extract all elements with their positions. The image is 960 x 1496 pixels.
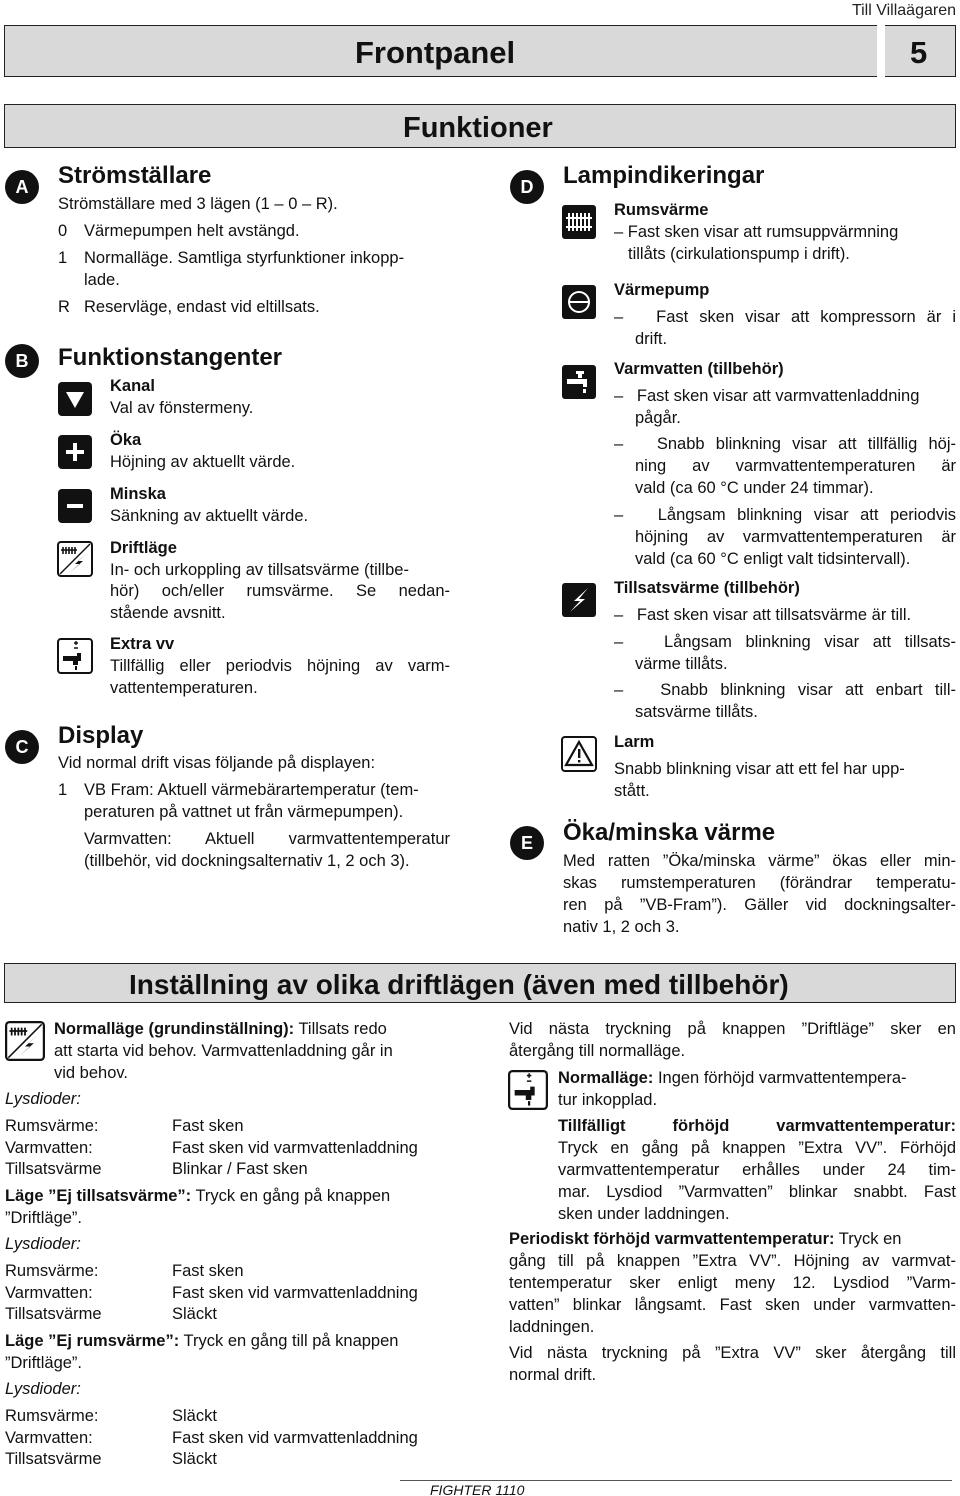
switch-key-r: R bbox=[58, 298, 70, 316]
final-line-1: Vid nästa tryckning på ”Extra VV” sker återgång till bbox=[509, 1344, 956, 1362]
lamp-tillsats-line-4: – Snabb blinkning visar att enbart till- bbox=[614, 681, 956, 699]
section-e-line-3: ren på ”VB-Fram”). Gäller vid dockningsalter- bbox=[563, 896, 956, 914]
section-a-heading: Strömställare bbox=[58, 162, 212, 189]
lamp-varmvatten-line-6: – Långsam blinkning visar att periodvis bbox=[614, 506, 956, 524]
minus-icon bbox=[57, 488, 93, 524]
mode2-row-3-value: Släckt bbox=[172, 1305, 217, 1323]
key-name-extra-vv: Extra vv bbox=[110, 635, 175, 653]
switch-text-0: Värmepumpen helt avstängd. bbox=[84, 222, 300, 240]
heat-pump-icon bbox=[561, 284, 597, 320]
functions-bar bbox=[4, 104, 956, 148]
mode2-row-1-value: Fast sken bbox=[172, 1262, 244, 1280]
mode2-line-1 bbox=[5, 1186, 390, 1208]
lamp-tillsats-line-1: – Fast sken visar att tillsatsvärme är till. bbox=[614, 606, 912, 624]
display-intro: Vid normal drift visas följande på displayen: bbox=[58, 754, 376, 772]
lamp-tillsats-line-2: – Långsam blinkning visar att tillsats- bbox=[614, 633, 956, 651]
page-number: 5 bbox=[910, 35, 928, 70]
mode1-row-3-value: Blinkar / Fast sken bbox=[172, 1160, 308, 1178]
display-extra-line-2: (tillbehör, vid dockningsalternativ 1, 2 och 3). bbox=[84, 852, 410, 870]
mode3-label: Läge ”Ej rumsvärme”: bbox=[5, 1332, 180, 1350]
vv-temp-line-2: varmvattentemperatur erhålles under 24 tim- bbox=[558, 1161, 956, 1179]
mode2-label: Läge ”Ej tillsatsvärme”: bbox=[5, 1187, 192, 1205]
period-line-4: laddningen. bbox=[509, 1318, 595, 1336]
return-normal-line-2: återgång till normalläge. bbox=[509, 1042, 686, 1060]
section-e-heading: Öka/minska värme bbox=[563, 819, 776, 846]
display-item-line-2: peraturen på vattnet ut från värmepumpen). bbox=[84, 803, 404, 821]
lamp-rumsvarme-line-1: – Fast sken visar att rumsuppvärmning bbox=[614, 223, 899, 241]
bolt-icon bbox=[561, 582, 597, 618]
key-desc-driftlage-3: stående avsnitt. bbox=[110, 604, 226, 622]
lamp-varmvatten-line-5: vald (ca 60 °C under 24 timmar). bbox=[635, 479, 874, 497]
mode3-row-2-label: Varmvatten: bbox=[5, 1429, 93, 1447]
vv-normal-line-2: tur inkopplad. bbox=[558, 1091, 658, 1109]
section-e-line-4: nativ 1, 2 och 3. bbox=[563, 918, 680, 936]
key-desc-extra-vv-2: vattentemperaturen. bbox=[110, 679, 258, 697]
normal-mode-label: Normalläge (grundinställning): bbox=[54, 1020, 295, 1038]
switch-text-1: Normalläge. Samtliga styrfunktioner inkopp- bbox=[84, 249, 405, 267]
lamp-larm-line-2: stått. bbox=[614, 782, 650, 800]
lamp-name-rumsvarme: Rumsvärme bbox=[614, 201, 709, 219]
display-extra-line-1: Varmvatten: Aktuell varmvattentemperatur bbox=[84, 830, 450, 848]
vv-normal-text: Ingen förhöjd varmvattentempera- bbox=[653, 1069, 907, 1087]
mode2-text: Tryck en gång på knappen bbox=[191, 1187, 391, 1205]
switch-text-1b: lade. bbox=[84, 271, 120, 289]
warning-icon bbox=[561, 736, 597, 772]
section-letter-c: C bbox=[5, 730, 39, 764]
modes-heading: Inställning av olika driftlägen (även med tillbehör) bbox=[129, 969, 789, 1000]
section-c-heading: Display bbox=[58, 722, 144, 749]
radiator-icon bbox=[561, 204, 597, 240]
lamp-varmepump-line-2: drift. bbox=[635, 330, 668, 348]
key-desc-kanal: Val av fönstermeny. bbox=[110, 399, 254, 417]
section-b-heading: Funktionstangenter bbox=[58, 344, 283, 371]
vv-normal-label: Normalläge: bbox=[558, 1069, 654, 1087]
lamp-rumsvarme-line-2: tillåts (cirkulationspump i drift). bbox=[628, 245, 850, 263]
key-name-minska: Minska bbox=[110, 485, 166, 503]
key-name-oka: Öka bbox=[110, 431, 142, 449]
mode2-line-2: ”Driftläge”. bbox=[5, 1209, 83, 1227]
driftlage-icon bbox=[5, 1021, 45, 1061]
key-desc-driftlage-1: In- och urkoppling av tillsatsvärme (tillbe- bbox=[110, 561, 409, 579]
mode3-line-2: ”Driftläge”. bbox=[5, 1354, 83, 1372]
period-label: Periodiskt förhöjd varmvattentemperatur: bbox=[509, 1230, 835, 1248]
display-item-key: 1 bbox=[58, 781, 68, 799]
lamp-name-larm: Larm bbox=[614, 733, 655, 751]
tap-plus-minus-icon bbox=[57, 638, 93, 674]
tap-icon bbox=[561, 364, 597, 400]
lamp-varmvatten-line-8: vald (ca 60 °C enligt valt tidsintervall). bbox=[635, 550, 911, 568]
period-line-2: tentemperatur sker enligt meny 12. Lysdiod ”Varm- bbox=[509, 1274, 956, 1292]
mode3-row-2-value: Fast sken vid varmvattenladdning bbox=[172, 1429, 418, 1447]
mode3-row-3-label: Tillsatsvärme bbox=[5, 1450, 102, 1468]
return-normal-line-1: Vid nästa tryckning på knappen ”Driftläge” sker en bbox=[509, 1020, 956, 1038]
key-desc-oka: Höjning av aktuellt värde. bbox=[110, 453, 296, 471]
lamp-name-tillsatsvarme: Tillsatsvärme (tillbehör) bbox=[614, 579, 800, 597]
vv-temp-label: Tillfälligt förhöjd varmvattentemperatur: bbox=[558, 1117, 956, 1135]
lamp-varmvatten-line-2: pågår. bbox=[635, 409, 681, 427]
switch-key-1: 1 bbox=[58, 249, 68, 267]
normal-mode-line-2: att starta vid behov. Varmvattenladdning går in bbox=[54, 1042, 393, 1060]
lysdioder-label-3: Lysdioder: bbox=[5, 1380, 81, 1398]
display-item-line-1: VB Fram: Aktuell värmebärartemperatur (tem- bbox=[84, 781, 419, 799]
lysdioder-label-2: Lysdioder: bbox=[5, 1235, 81, 1253]
lamp-name-varmvatten: Varmvatten (tillbehör) bbox=[614, 360, 784, 378]
lamp-tillsats-line-3: värme tillåts. bbox=[635, 655, 728, 673]
key-name-driftlage: Driftläge bbox=[110, 539, 177, 557]
section-d-heading: Lampindikeringar bbox=[563, 162, 765, 189]
lamp-varmvatten-line-4: ning av varmvattentemperaturen är bbox=[635, 457, 956, 475]
mode2-row-1-label: Rumsvärme: bbox=[5, 1262, 99, 1280]
mode1-row-3-label: Tillsatsvärme bbox=[5, 1160, 102, 1178]
key-name-kanal: Kanal bbox=[110, 377, 155, 395]
lamp-varmvatten-line-1: – Fast sken visar att varmvattenladdning bbox=[614, 387, 920, 405]
lamp-tillsats-line-5: satsvärme tillåts. bbox=[635, 703, 758, 721]
mode3-line-1 bbox=[5, 1331, 398, 1353]
key-desc-minska: Sänkning av aktuellt värde. bbox=[110, 507, 309, 525]
radiator-bolt-icon bbox=[57, 541, 93, 577]
key-desc-driftlage-2: hör) och/eller rumsvärme. Se nedan- bbox=[110, 582, 450, 600]
vv-temp-line-3: mar. Lysdiod ”Varmvatten” blinkar snabbt. Fast bbox=[558, 1183, 956, 1201]
key-desc-extra-vv-1: Tillfällig eller periodvis höjning av varm- bbox=[110, 657, 450, 675]
section-letter-a: A bbox=[5, 170, 39, 204]
section-e-line-2: skas rumstemperaturen (förändrar temperatu- bbox=[563, 874, 956, 892]
footer-model: FIGHTER 1110 bbox=[428, 1481, 526, 1496]
lamp-varmvatten-line-3: – Snabb blinkning visar att tillfällig höj- bbox=[614, 435, 956, 453]
section-e-line-1: Med ratten ”Öka/minska värme” ökas eller min- bbox=[563, 852, 956, 870]
title-separator bbox=[877, 25, 885, 77]
period-line-1: gång till på knappen ”Extra VV”. Höjning av varmvat- bbox=[509, 1252, 956, 1270]
final-line-2: normal drift. bbox=[509, 1366, 597, 1384]
section-letter-e: E bbox=[510, 826, 544, 860]
normal-mode-line-3: vid behov. bbox=[54, 1064, 128, 1082]
section-letter-d: D bbox=[510, 170, 544, 204]
mode1-row-1-label: Rumsvärme: bbox=[5, 1117, 99, 1135]
mode1-row-1-value: Fast sken bbox=[172, 1117, 244, 1135]
vv-temp-line-1: Tryck en gång på knappen ”Extra VV”. Förhöjd bbox=[558, 1139, 956, 1157]
vv-temp-line-4: sken under laddningen. bbox=[558, 1205, 730, 1223]
normal-mode-text: Tillsats redo bbox=[294, 1020, 387, 1038]
switch-text-r: Reservläge, endast vid eltillsats. bbox=[84, 298, 320, 316]
section-a-intro: Strömställare med 3 lägen (1 – 0 – R). bbox=[58, 195, 338, 213]
page-title: Frontpanel bbox=[355, 35, 516, 70]
mode1-row-2-value: Fast sken vid varmvattenladdning bbox=[172, 1139, 418, 1157]
mode3-row-1-value: Släckt bbox=[172, 1407, 217, 1425]
normal-mode-line-1 bbox=[54, 1019, 451, 1041]
switch-key-0: 0 bbox=[58, 222, 68, 240]
mode2-row-3-label: Tillsatsvärme bbox=[5, 1305, 102, 1323]
vv-normal-line-1 bbox=[558, 1068, 907, 1090]
period-text: Tryck en bbox=[834, 1230, 902, 1248]
period-line-0 bbox=[509, 1229, 956, 1251]
extra-vv-icon bbox=[508, 1070, 548, 1110]
lamp-name-varmepump: Värmepump bbox=[614, 281, 710, 299]
plus-icon bbox=[57, 434, 93, 470]
mode3-row-1-label: Rumsvärme: bbox=[5, 1407, 99, 1425]
triangle-down-icon bbox=[57, 381, 93, 417]
period-line-3: vatten” blinkar långsamt. Fast sken under varmvatten- bbox=[509, 1296, 956, 1314]
lamp-varmvatten-line-7: höjning av varmvattentemperaturen är bbox=[635, 528, 956, 546]
mode2-row-2-value: Fast sken vid varmvattenladdning bbox=[172, 1284, 418, 1302]
mode1-row-2-label: Varmvatten: bbox=[5, 1139, 93, 1157]
lysdioder-label-1: Lysdioder: bbox=[5, 1090, 81, 1108]
section-letter-b: B bbox=[5, 344, 39, 378]
mode3-text: Tryck en gång till på knappen bbox=[179, 1332, 399, 1350]
modes-section-bar bbox=[4, 963, 956, 1003]
top-right-label: Till Villaägaren bbox=[851, 2, 956, 19]
functions-title: Funktioner bbox=[403, 112, 553, 144]
mode3-row-3-value: Släckt bbox=[172, 1450, 217, 1468]
mode2-row-2-label: Varmvatten: bbox=[5, 1284, 93, 1302]
title-bar bbox=[4, 25, 956, 77]
lamp-larm-line-1: Snabb blinkning visar att ett fel har upp- bbox=[614, 760, 905, 778]
lamp-varmepump-line-1: – Fast sken visar att kompressorn är i bbox=[614, 308, 956, 326]
